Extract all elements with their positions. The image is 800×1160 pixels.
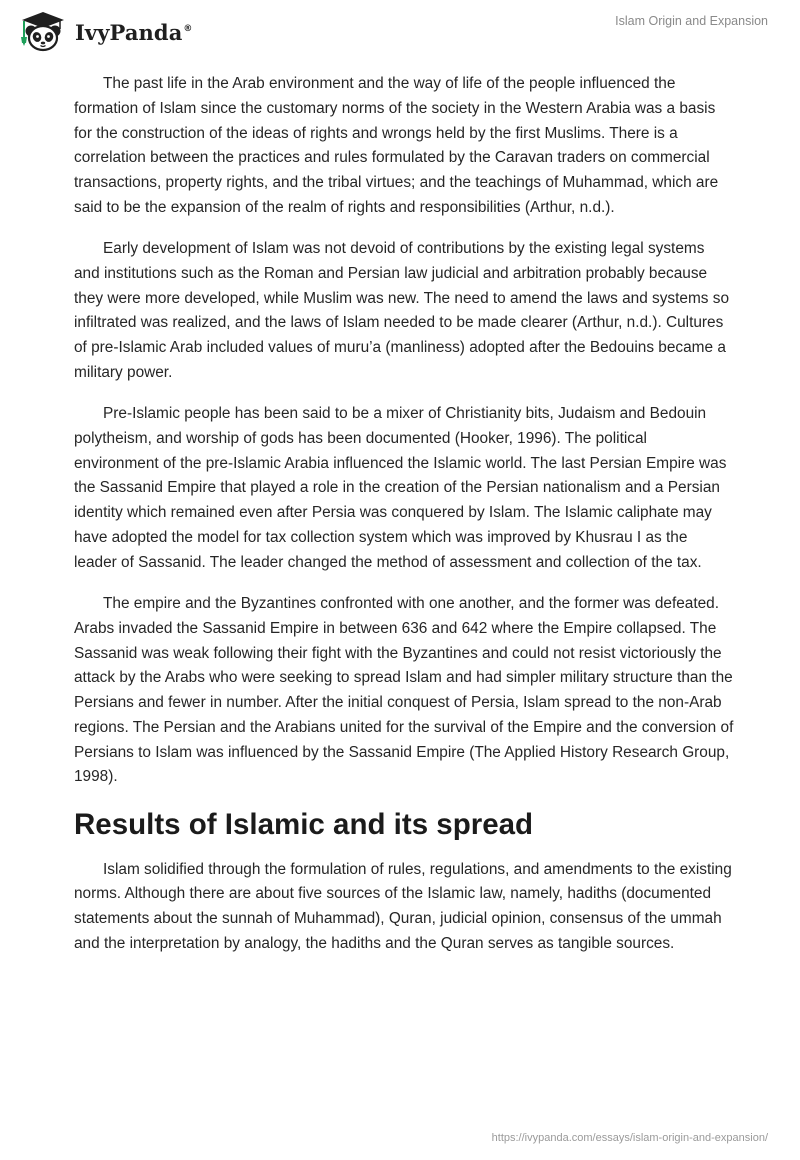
paragraph-1: The past life in the Arab environment and the way of life of the people influenced the formation of Islam since the customary norms of the society in the Western Arabia was a basis for the construction of the ideas of rights and wrongs held by the first Muslims. There is a correlation between the practices and rules formulated by the Caravan traders on commercial transactions, property rights, and the tribal virtues; and the teachings of Muhammad, which are said to be the expansion of the realm of rights and responsibilities (Arthur, n.d.). xyxy=(74,75,719,216)
paragraph-3: Pre-Islamic people has been said to be a mixer of Christianity bits, Judaism and Bedouin polytheism, and worship of gods has been documented (Hooker, 1996). The political environment of the pre-Islamic Arabia influenced the Islamic world. The last Persian Empire was the Sassanid Empire that played a role in the creation of the Persian nationalism and a Persian identity which remained even after Persia was conquered by Islam. The Islamic caliphate may have adopted the model for tax collection system which was improved by Khusrau I as the leader of Sassanid. The leader changed the method of assessment and collection of the tax. xyxy=(74,405,727,571)
ivypanda-logo[interactable] xyxy=(14,9,193,53)
section-paragraph-1: Islam solidified through the formulation of rules, regulations, and amendments to the existing norms. Although there are about five sources of the Islamic law, namely, hadiths (documented statements about the sunnah of Muhammad), Quran, judicial opinion, consensus of the ummah and the interpretation by analogy, the hadiths and the Quran serves as tangible sources. xyxy=(74,860,732,952)
source-url[interactable]: https://ivypanda.com/essays/islam-origin-and-expansion/ xyxy=(491,1132,768,1144)
section-heading: Results of Islamic and its spread xyxy=(74,807,534,841)
document-title: Islam Origin and Expansion xyxy=(615,14,768,28)
registered-mark: ® xyxy=(183,23,193,34)
page-header xyxy=(0,0,800,60)
brand-name: IvyPanda® xyxy=(75,19,193,45)
panda-graduate-icon xyxy=(14,9,72,53)
paragraph-4: The empire and the Byzantines confronted with one another, and the former was defeated. Arabs invaded the Sassanid Empire in between 636 and 642 where the Empire collapsed. The Sassanid was weak following their fight with the Byzantines and could not resist victoriously the attack by the Arabs who were seeking to spread Islam and had simpler military structure than the Persians and fewer in number. After the initial conquest of Persia, Islam spread to the non-Arab regions. The Persian and the Arabians united for the survival of the Empire and the conversion of Persians to Islam was influenced by the Sassanid Empire (The Applied History Research Group, 1998). xyxy=(74,595,734,786)
paragraph-2: Early development of Islam was not devoid of contributions by the existing legal systems and institutions such as the Roman and Persian law judicial and arbitration probably because they were more developed, while Muslim was new. The need to amend the laws and systems so infiltrated was realized, and the laws of Islam needed to be made clearer (Arthur, n.d.). Cultures of pre-Islamic Arab included values of muru’a (manliness) adopted after the Bedouins became a military power. xyxy=(74,240,730,381)
essay-body xyxy=(74,72,734,973)
